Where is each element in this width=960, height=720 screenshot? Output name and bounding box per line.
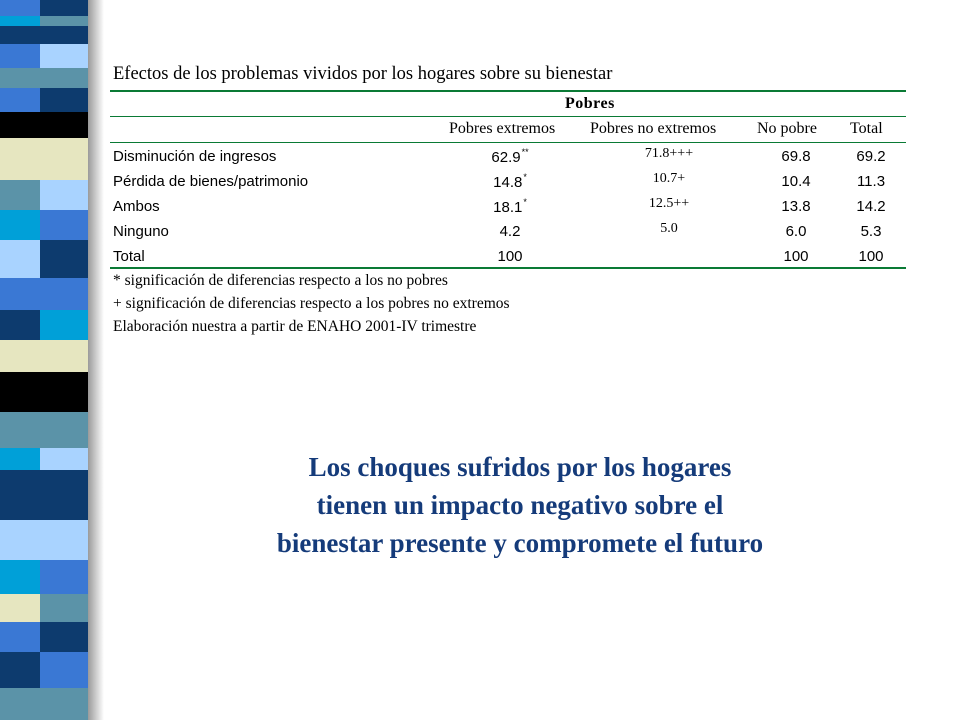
stripe-tile: [40, 112, 90, 138]
table-cell: [500, 223, 521, 240]
table-cell: [497, 248, 522, 265]
stripe-segment: [0, 310, 90, 340]
header-bottom-rule: [110, 142, 906, 143]
stripe-tile: [0, 470, 40, 520]
stripe-tile: [40, 44, 90, 68]
cell-value: 10.4: [781, 173, 811, 190]
stripe-tile: [0, 278, 40, 310]
cell-value: 69.2: [856, 148, 886, 165]
table-cell: [858, 248, 883, 265]
table-cell: [781, 173, 810, 190]
row-label: Ambos: [113, 198, 160, 215]
stripe-tile: [0, 26, 40, 44]
cell-value: 18.1: [493, 199, 523, 216]
stripe-tile: [40, 560, 90, 594]
stripe-tile: [0, 448, 40, 470]
stripe-tile: [0, 340, 40, 372]
table-cell: [649, 196, 689, 212]
col-header-total: Total: [850, 120, 883, 137]
table-cell: [856, 148, 885, 165]
stripe-tile: [0, 88, 40, 112]
stripe-segment: [0, 88, 90, 112]
table-note-1: * significación de diferencias respecto a los no pobres: [113, 272, 448, 289]
table-cell: [783, 248, 808, 265]
stripe-tile: [0, 622, 40, 652]
cell-value: 10.7+: [652, 171, 686, 186]
table-cell: [781, 148, 810, 165]
table-cell: [660, 221, 678, 237]
cell-value: 11.3: [856, 173, 886, 190]
stripe-tile: [40, 470, 90, 520]
row-label: Pérdida de bienes/patrimonio: [113, 173, 309, 190]
table-cell: [786, 223, 807, 240]
table-cell: [645, 146, 693, 162]
significance-marker: *: [523, 172, 527, 182]
message-line-2: tienen un impacto negativo sobre el: [316, 490, 724, 520]
table-cell: [493, 173, 527, 191]
stripe-segment: [0, 560, 90, 594]
stripe-tile: [40, 0, 90, 16]
stripe-segment: [0, 26, 90, 44]
slide-message: [200, 448, 840, 562]
cell-value: 100: [497, 248, 523, 265]
stripe-tile: [40, 622, 90, 652]
col-header-no-pobre: No pobre: [757, 120, 817, 137]
stripe-segment: [0, 138, 90, 180]
stripe-tile: [0, 0, 40, 16]
row-label: Disminución de ingresos: [113, 148, 277, 165]
stripe-tile: [0, 180, 40, 210]
stripe-segment: [0, 44, 90, 68]
stripe-tile: [0, 44, 40, 68]
group-header-rule: [110, 116, 906, 117]
stripe-segment: [0, 0, 90, 16]
table-cell: [493, 198, 527, 216]
stripe-tile: [40, 180, 90, 210]
table-bottom-rule: [110, 267, 906, 269]
table-note-3: Elaboración nuestra a partir de ENAHO 2001-IV trimestre: [113, 318, 477, 335]
stripe-tile: [40, 594, 90, 622]
row-label: Total: [113, 248, 145, 265]
cell-value: 5.3: [860, 223, 882, 240]
stripe-segment: [0, 112, 90, 138]
stripe-segment: [0, 448, 90, 470]
stripe-tile: [0, 310, 40, 340]
stripe-tile: [40, 68, 90, 88]
stripe-tile: [40, 372, 90, 412]
stripe-tile: [40, 412, 90, 448]
table-cell: [781, 198, 810, 215]
stripe-segment: [0, 520, 90, 560]
stripe-tile: [0, 138, 40, 180]
stripe-tile: [0, 652, 40, 688]
group-header-pobres: Pobres: [565, 95, 615, 112]
cell-value: 12.5++: [648, 196, 690, 211]
stripe-segment: [0, 652, 90, 688]
stripe-segment: [0, 372, 90, 412]
stripe-tile: [40, 310, 90, 340]
table-cell: [491, 148, 528, 166]
cell-value: 6.0: [785, 223, 807, 240]
col-header-pobres-no-extremos: Pobres no extremos: [590, 120, 717, 137]
col-header-pobres-extremos: Pobres extremos: [449, 120, 556, 137]
stripe-tile: [0, 594, 40, 622]
stripe-tile: [40, 448, 90, 470]
message-line-3: bienestar presente y compromete el futuro: [276, 528, 764, 558]
stripe-segment: [0, 210, 90, 240]
stripe-segment: [0, 16, 90, 26]
stripe-segment: [0, 594, 90, 622]
stripe-tile: [40, 652, 90, 688]
stripe-tile: [0, 210, 40, 240]
table-cell: [861, 223, 882, 240]
stripe-tile: [0, 560, 40, 594]
stripe-shadow: [88, 0, 104, 720]
stripe-tile: [0, 412, 40, 448]
stripe-segment: [0, 340, 90, 372]
stripe-segment: [0, 688, 90, 720]
significance-marker: **: [521, 147, 529, 157]
stripe-segment: [0, 470, 90, 520]
stripe-tile: [40, 138, 90, 180]
decorative-stripe-bar: [0, 0, 90, 720]
cell-value: 69.8: [781, 148, 811, 165]
stripe-tile: [40, 340, 90, 372]
cell-value: 100: [783, 248, 809, 265]
cell-value: 13.8: [781, 198, 811, 215]
cell-value: 5.0: [660, 221, 678, 236]
cell-value: 4.2: [499, 223, 521, 240]
cell-value: 14.2: [856, 198, 886, 215]
stripe-tile: [40, 688, 90, 720]
table-note-2: + significación de diferencias respecto a los pobres no extremos: [113, 295, 510, 312]
cell-value: 71.8+++: [644, 146, 694, 161]
stripe-tile: [40, 520, 90, 560]
stripe-tile: [40, 88, 90, 112]
stripe-segment: [0, 240, 90, 278]
stripe-tile: [40, 278, 90, 310]
stripe-tile: [40, 210, 90, 240]
stripe-segment: [0, 68, 90, 88]
stripe-segment: [0, 622, 90, 652]
stripe-tile: [0, 16, 40, 26]
table-top-rule: [110, 90, 906, 92]
table-cell: [856, 198, 885, 215]
message-line-1: Los choques sufridos por los hogares: [308, 452, 732, 482]
stripe-tile: [0, 372, 40, 412]
stripe-tile: [0, 112, 40, 138]
cell-value: 100: [858, 248, 884, 265]
stripe-tile: [0, 688, 40, 720]
row-label: Ninguno: [113, 223, 169, 240]
stripe-tile: [40, 16, 90, 26]
stripe-tile: [0, 68, 40, 88]
stripe-segment: [0, 278, 90, 310]
table-cell: [653, 171, 685, 187]
table-cell: [857, 173, 885, 190]
significance-marker: *: [523, 197, 527, 207]
stripe-segment: [0, 412, 90, 448]
stripe-segment: [0, 180, 90, 210]
cell-value: 14.8: [493, 174, 523, 191]
table-title: Efectos de los problemas vividos por los hogares sobre su bienestar: [113, 64, 613, 84]
stripe-tile: [40, 240, 90, 278]
stripe-tile: [0, 240, 40, 278]
cell-value: 62.9: [491, 149, 521, 166]
stripe-tile: [0, 520, 40, 560]
stripe-tile: [40, 26, 90, 44]
